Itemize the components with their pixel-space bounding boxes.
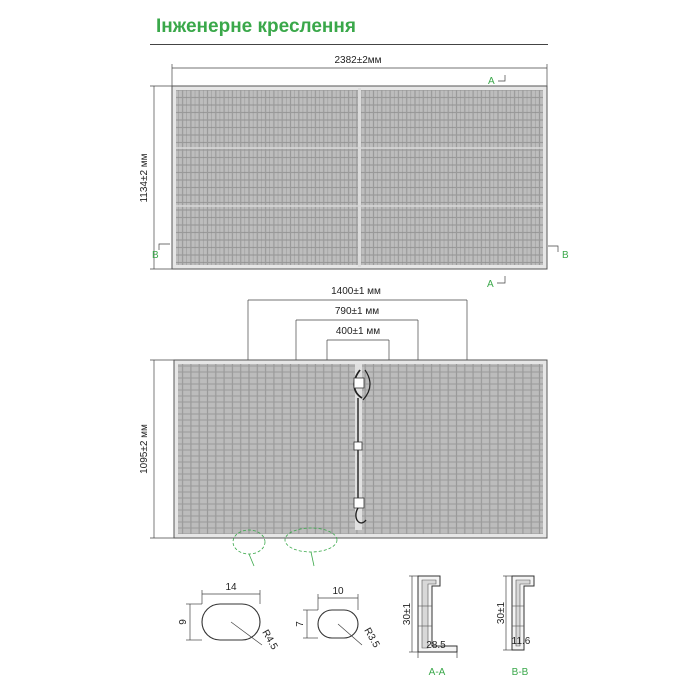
section-b-marker-right: B bbox=[562, 250, 569, 261]
drawing-title: Інженерне креслення bbox=[156, 16, 356, 37]
profile-a-width-label: 28.5 bbox=[426, 640, 446, 651]
section-b-marker-left: B bbox=[152, 250, 159, 261]
profile-a-caption: A-A bbox=[428, 667, 446, 678]
hole2-height-label: 7 bbox=[295, 621, 306, 627]
mounting-hole-detail-2 bbox=[295, 586, 382, 650]
section-a-marker-bottom: A bbox=[487, 279, 494, 290]
hole2-radius-label: R3.5 bbox=[361, 626, 382, 650]
bottom-height-label: 1095±2 мм bbox=[139, 424, 150, 474]
hole1-height-label: 9 bbox=[178, 619, 189, 625]
bottom-view bbox=[139, 286, 547, 566]
profile-b-height-label: 30±1 bbox=[496, 601, 507, 625]
mounting-hole-detail-1 bbox=[178, 582, 280, 652]
profile-b-caption: B-B bbox=[511, 667, 529, 678]
section-a-marker-top: A bbox=[488, 76, 495, 87]
profile-section-b-b bbox=[496, 576, 534, 678]
hole1-radius-label: R4.5 bbox=[259, 628, 280, 652]
profile-section-a-a bbox=[402, 576, 457, 678]
hole1-width-label: 14 bbox=[225, 582, 237, 593]
top-view bbox=[139, 55, 569, 290]
dim-400-label: 400±1 мм bbox=[335, 326, 381, 337]
dim-1400-label: 1400±1 мм bbox=[331, 286, 381, 297]
hole2-width-label: 10 bbox=[332, 586, 344, 597]
profile-a-height-label: 30±1 bbox=[402, 602, 413, 626]
top-width-label: 2382±2мм bbox=[334, 55, 382, 66]
profile-b-width-label: 11.6 bbox=[511, 636, 531, 647]
top-height-label: 1134±2 мм bbox=[139, 153, 150, 203]
dim-790-label: 790±1 мм bbox=[334, 306, 380, 317]
